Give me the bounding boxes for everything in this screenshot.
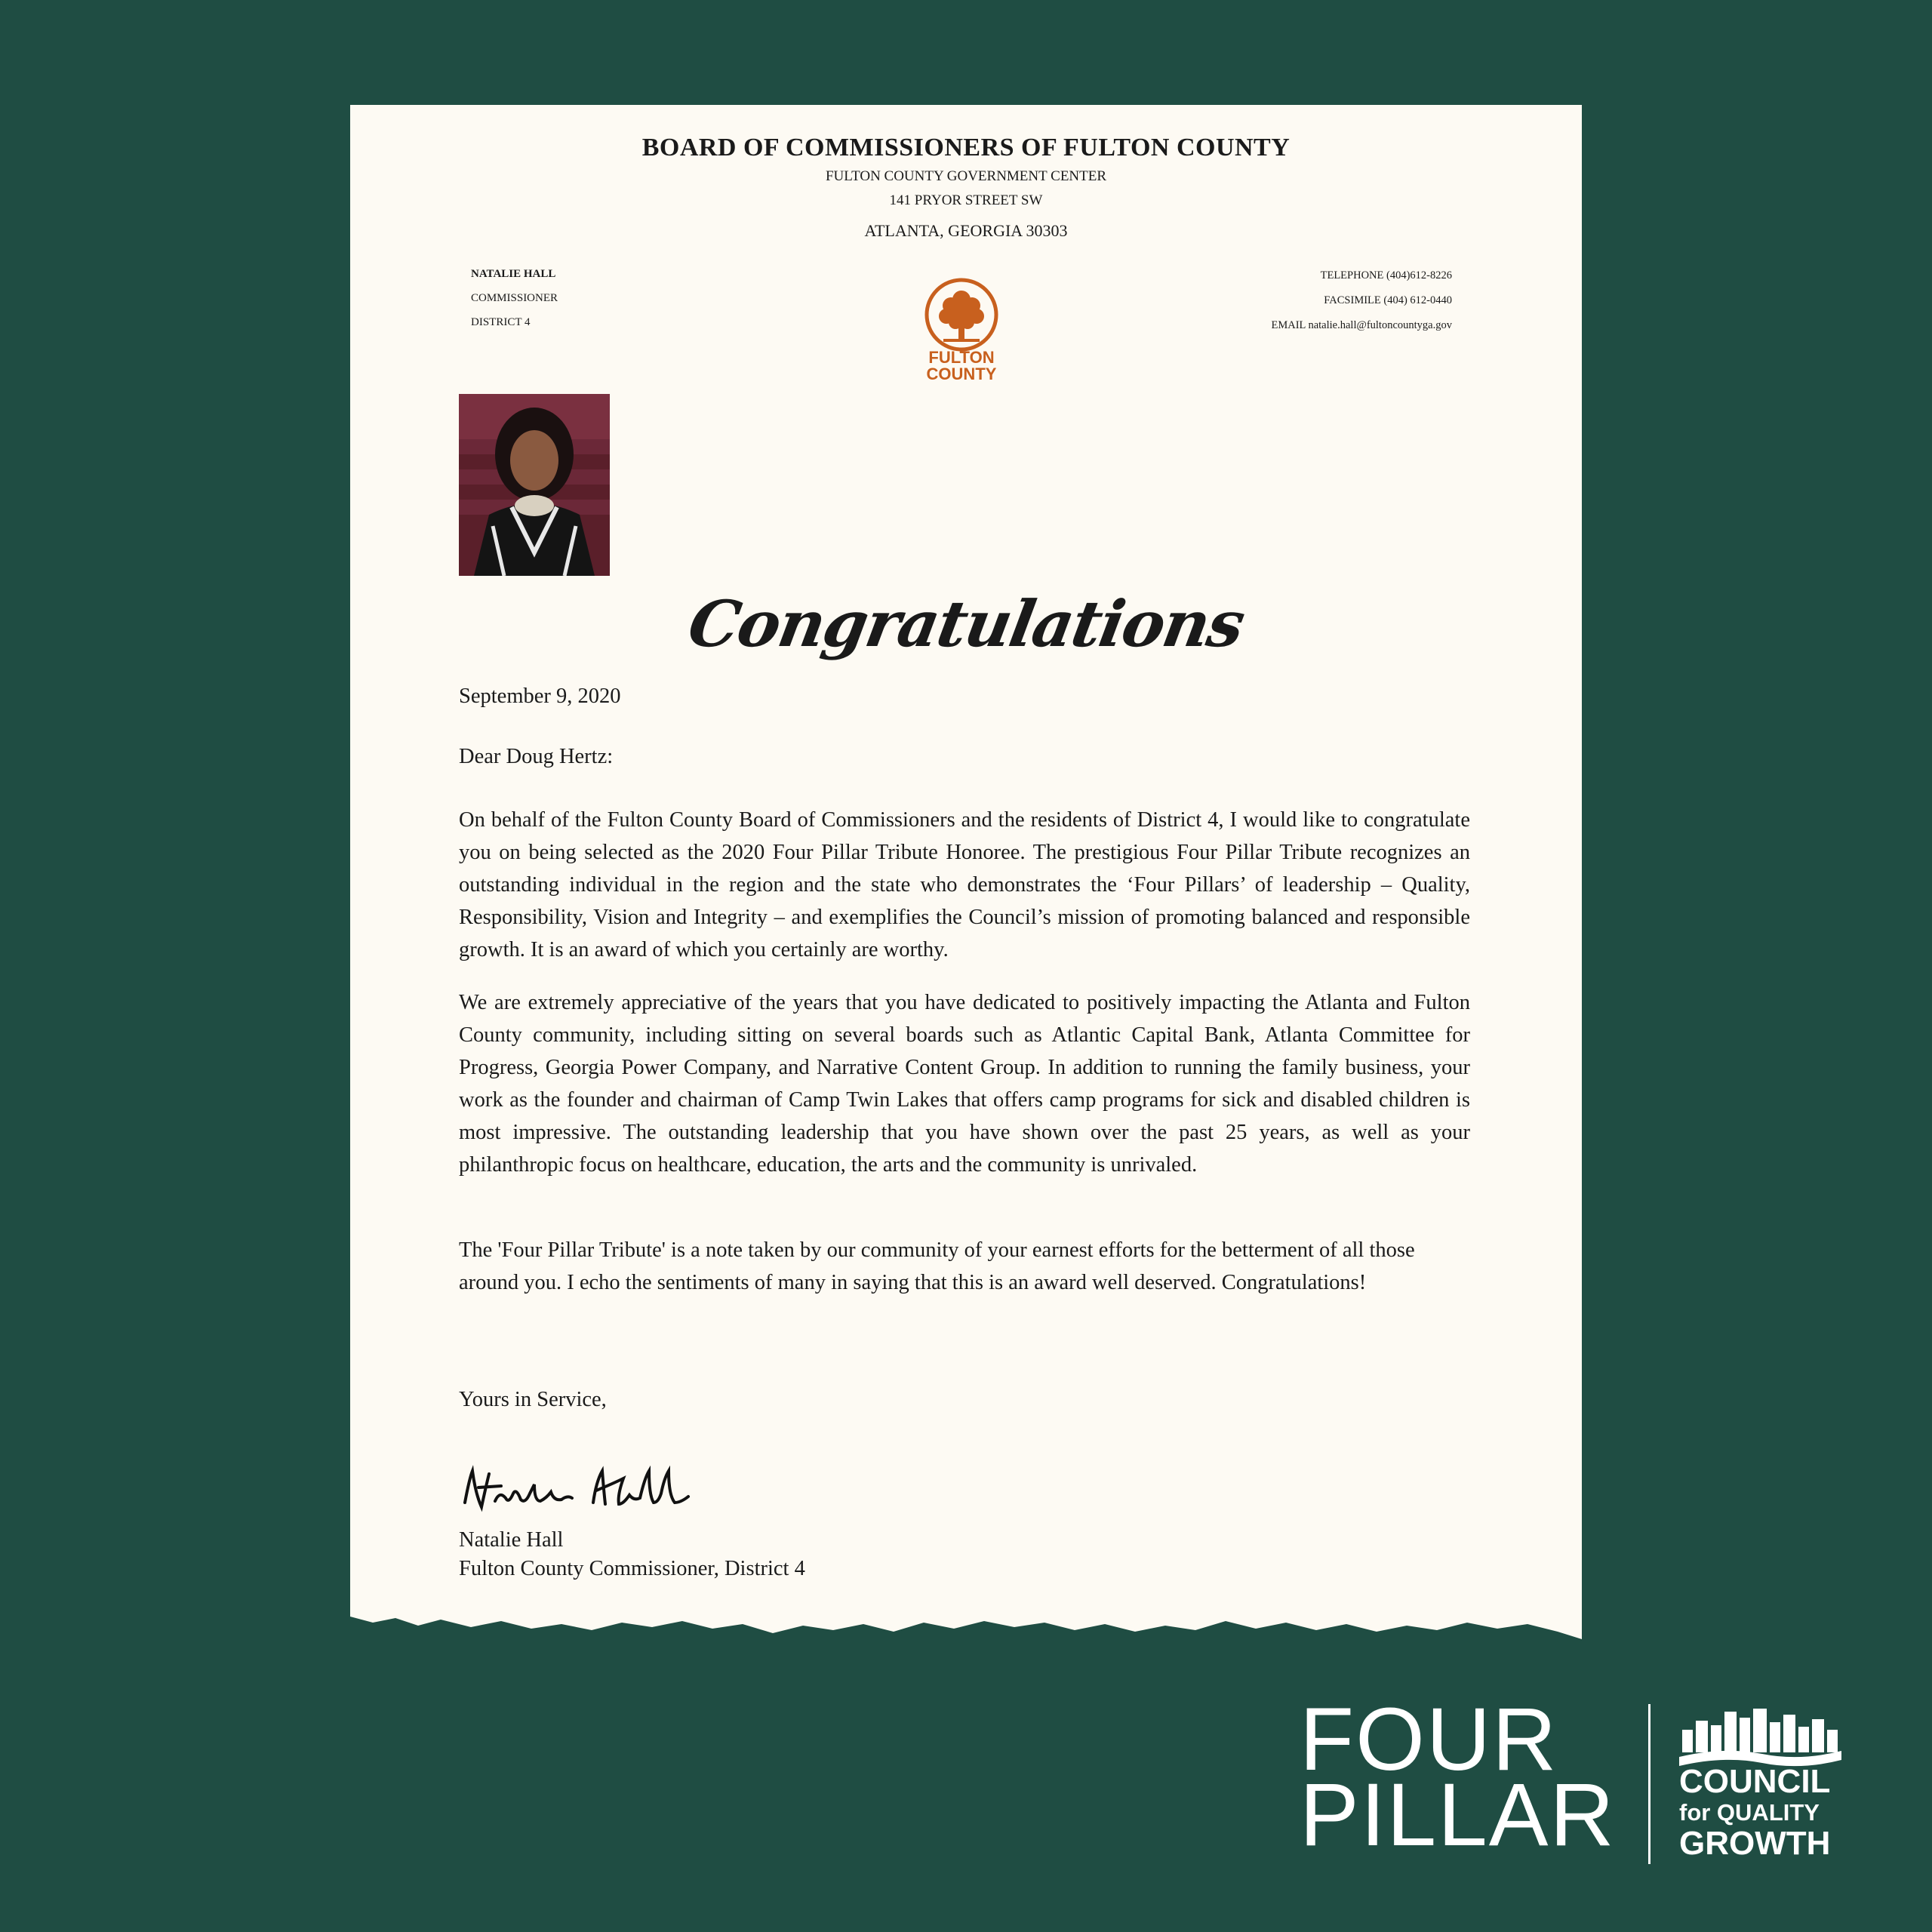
brand-divider — [1648, 1704, 1651, 1864]
email: EMAIL natalie.hall@fultoncountyga.gov — [1271, 319, 1452, 331]
four-text: FOUR — [1300, 1690, 1558, 1789]
letterhead-title: BOARD OF COMMISSIONERS OF FULTON COUNTY — [641, 134, 1291, 162]
contact-block — [1271, 263, 1452, 338]
letterhead-line-2: 141 PRYOR STREET SW — [889, 192, 1043, 208]
council-for-quality-growth-logo — [1679, 1764, 1841, 1861]
letter-paper — [350, 105, 1582, 1660]
signer-name: Natalie Hall — [459, 1528, 564, 1552]
letter-paragraph-1: On behalf of the Fulton County Board of Commissioners and the residents of District 4, I would like to congratulate you on being selected as the 2020 Four Pillar Tribute Honoree. The prestigious Four Pillar Tribute recognizes an outstanding individual in the region and the state who demonstrates the ‘Four Pillars’ of leadership – Quality, Responsibility, Vision and Integrity – and exemplifies the Council’s mission of promoting balanced and responsible growth. It is an award of which you certainly are worthy. — [459, 808, 1470, 961]
four-pillar-logo — [1300, 1690, 1616, 1865]
commissioner-name: NATALIE HALL — [471, 268, 556, 280]
letter-date: September 9, 2020 — [459, 685, 621, 708]
logo-text-fulton: FULTON — [928, 348, 995, 367]
pillar-text: PILLAR — [1300, 1765, 1616, 1865]
council-text: COUNCIL — [1679, 1763, 1831, 1800]
council-skyline-icon — [1679, 1704, 1841, 1772]
letter-salutation: Dear Doug Hertz: — [459, 745, 614, 768]
commissioner-district: DISTRICT 4 — [471, 316, 531, 328]
letter-paragraph-2: We are extremely appreciative of the years that you have dedicated to positively impacting the Atlanta and Fulton County community, including sitting on several boards such as Atlantic Capital Bank, Atlanta Committee for Progress, Georgia Power Company, and Narrative Content Group. In addition to running the family business, your work as the founder and chairman of Camp Twin Lakes that offers camp programs for sick and disabled children is most impressive. The outstanding leadership that you have shown over the past 25 years, as well as your philanthropic focus on healthcare, education, the arts and the community is unrivaled. — [459, 991, 1470, 1177]
telephone: TELEPHONE (404)612-8226 — [1320, 269, 1452, 281]
commissioner-block — [471, 262, 558, 334]
fulton-county-logo — [916, 277, 1007, 383]
growth-text: GROWTH — [1679, 1825, 1831, 1862]
logo-text-county: COUNTY — [926, 365, 997, 383]
commissioner-photo — [459, 394, 610, 576]
commissioner-role: COMMISSIONER — [471, 292, 558, 304]
facsimile: FACSIMILE (404) 612-0440 — [1324, 294, 1452, 306]
torn-paper-edge — [350, 1607, 1582, 1660]
letterhead-line-3: ATLANTA, GEORGIA 30303 — [864, 221, 1068, 240]
letterhead-line-1: FULTON COUNTY GOVERNMENT CENTER — [825, 168, 1107, 184]
letter-closing: Yours in Service, — [459, 1388, 607, 1411]
congratulations-heading: Congratulations — [682, 586, 1250, 661]
signature — [456, 1448, 697, 1531]
letter-paragraph-3: The 'Four Pillar Tribute' is a note taken by our community of your earnest efforts for the betterment of all those around you. I echo the sentiments of many in saying that this is an award well deserved. Congratulations! — [459, 1238, 1415, 1294]
signer-title: Fulton County Commissioner, District 4 — [459, 1557, 805, 1580]
for-quality-text: for QUALITY — [1679, 1799, 1820, 1826]
